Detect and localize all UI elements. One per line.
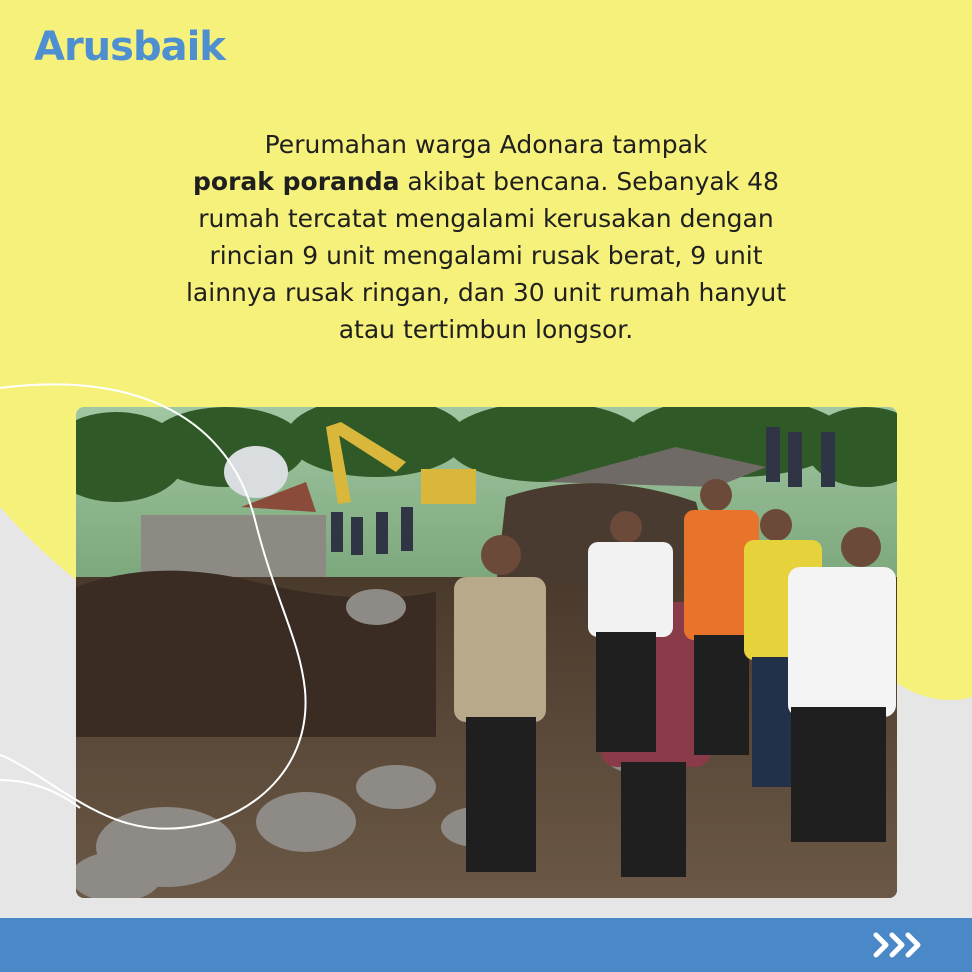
bottom-navigation-bar bbox=[0, 918, 972, 972]
caption-line-rest: akibat bencana. Sebanyak 48 bbox=[399, 167, 779, 196]
caption-line: Perumahan warga Adonara tampak bbox=[264, 130, 708, 159]
caption-line: atau tertimbun longsor. bbox=[338, 315, 634, 344]
caption-line: rumah tercatat mengalami kerusakan dengan bbox=[198, 204, 774, 233]
caption-line: rincian 9 unit mengalami rusak berat, 9 unit bbox=[209, 241, 763, 270]
chevron-triple-right-icon[interactable] bbox=[872, 932, 932, 962]
brand-logo: Arusbaik bbox=[34, 24, 225, 70]
caption-emphasis: porak poranda bbox=[193, 167, 400, 196]
caption-line: lainnya rusak ringan, dan 30 unit rumah hanyut bbox=[185, 278, 786, 307]
